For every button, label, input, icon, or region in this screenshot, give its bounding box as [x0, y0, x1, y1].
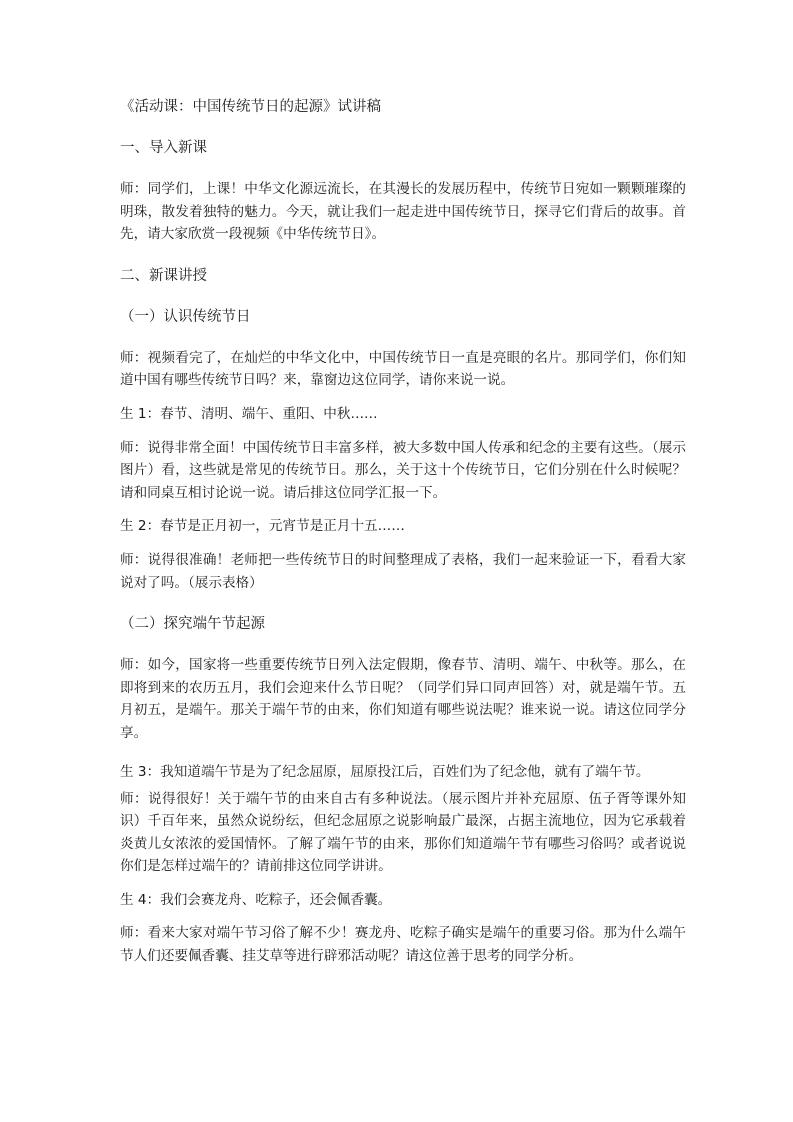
subsection-heading-festivals: （一）认识传统节日	[120, 308, 251, 325]
paragraph-teacher-6: 师：看来大家对端午节习俗了解不少！赛龙舟、吃粽子确实是端午的重要习俗。那为什么端午节人们还要佩香囊、挂艾草等进行辟邪活动呢？请这位善于思考的同学分析。	[120, 925, 686, 965]
section-heading-lesson: 二、新课讲授	[120, 267, 207, 284]
paragraph-teacher-4: 师：如今，国家将一些重要传统节日列入法定假期，像春节、清明、端午、中秋等。那么，在即将到来的农历五月，我们会迎来什么节日呢？（同学们异口同声回答）对，就是端午节。五月初五，是端午。那关于端午节的由来，你们知道有哪些说法呢？谁来说一说。请这位同学分享。	[120, 657, 686, 741]
subsection-heading-duanwu: （二）探究端午节起源	[120, 616, 265, 633]
document-page	[120, 96, 686, 979]
paragraph-student-3: 生 3：我知道端午节是为了纪念屈原，屈原投江后，百姓们为了纪念他，就有了端午节。	[120, 763, 650, 780]
paragraph-teacher-5: 师：说得很好！关于端午节的由来自古有多种说法。（展示图片并补充屈原、伍子胥等课外知识）千百年来，虽然众说纷纭，但纪念屈原之说影响最广最深，占据主流地位，因为它承载着炎黄儿女浓浓的爱国情怀。了解了端午节的由来，那你们知道端午节有哪些习俗吗？或者说说你们是怎样过端午的？请前排这位同学讲讲。	[120, 790, 686, 875]
paragraph-teacher-3: 师：说得很准确！老师把一些传统节日的时间整理成了表格，我们一起来验证一下，看看大家说对了吗。（展示表格）	[120, 551, 686, 591]
paragraph-intro: 师：同学们，上课！中华文化源远流长，在其漫长的发展历程中，传统节日宛如一颗颗璀璨的明珠，散发着独特的魅力。今天，就让我们一起走进中国传统节日，探寻它们背后的故事。首先，请大家欣赏一段视频《中华传统节日》。	[120, 181, 686, 243]
paragraph-teacher-2: 师：说得非常全面！中国传统节日丰富多样，被大多数中国人传承和纪念的主要有这些。（展示图片）看，这些就是常见的传统节日。那么，关于这十个传统节日，它们分别在什么时候呢？请和同桌互相讨论说一说。请后排这位同学汇报一下。	[120, 439, 686, 501]
document-title: 《活动课：中国传统节日的起源》试讲稿	[120, 99, 381, 115]
paragraph-student-2: 生 2：春节是正月初一，元宵节是正月十五……	[120, 518, 405, 535]
paragraph-student-1: 生 1：春节、清明、端午、重阳、中秋……	[120, 405, 378, 422]
paragraph-teacher-1: 师：视频看完了，在灿烂的中华文化中，中国传统节日一直是亮眼的名片。那同学们，你们知道中国有哪些传统节日吗？来，靠窗边这位同学，请你来说一说。	[120, 349, 686, 389]
paragraph-student-4: 生 4：我们会赛龙舟、吃粽子，还会佩香囊。	[120, 891, 392, 908]
section-heading-intro: 一、导入新课	[120, 140, 207, 156]
